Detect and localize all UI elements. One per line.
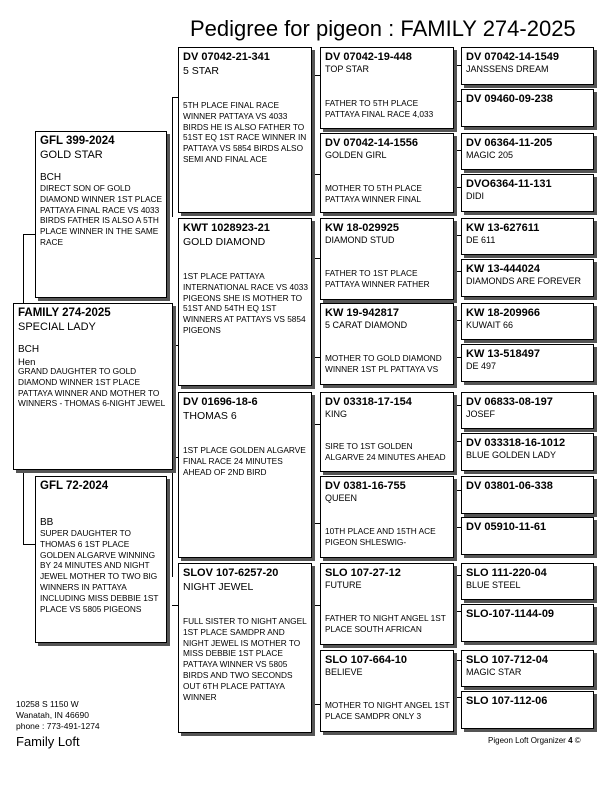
subject-id: FAMILY 274-2025 <box>18 307 111 319</box>
gen5-id: KW 13-518497 <box>466 348 540 360</box>
gen5-card[interactable] <box>461 218 594 255</box>
gen3-id: KWT 1028923-21 <box>183 222 270 234</box>
software-credit <box>488 736 581 745</box>
gen3-card[interactable] <box>178 563 312 733</box>
gen4-card[interactable] <box>320 392 454 472</box>
page-title: Pedigree for pigeon : FAMILY 274-2025 <box>190 16 576 41</box>
gen5-card[interactable] <box>461 650 594 687</box>
gen4-note: FATHER TO 1ST PLACE PATTAYA WINNER FATHER <box>325 268 430 289</box>
gen5-card[interactable] <box>461 476 594 514</box>
gen5-id: SLO-107-1144-09 <box>466 608 555 620</box>
gen5-id: SLO 107-712-04 <box>466 654 548 666</box>
gen4-name: GOLDEN GIRL <box>325 150 387 160</box>
sire-name: GOLD STAR <box>40 149 103 161</box>
subject-color: BCH <box>18 344 40 355</box>
gen4-name: BELIEVE <box>325 667 363 677</box>
gen5-card[interactable] <box>461 604 594 642</box>
gen4-id: DV 03318-17-154 <box>325 396 412 408</box>
gen3-name: GOLD DIAMOND <box>183 236 266 248</box>
gen5-card[interactable] <box>461 133 594 170</box>
gen4-card[interactable] <box>320 47 454 129</box>
gen4-card[interactable] <box>320 133 454 213</box>
sire-note: DIRECT SON OF GOLD DIAMOND WINNER 1ST PLACE PATTAYA FINAL RACE VS 4033 BIRDS FATHER IS ALSO A 5TH PLACE WINNER IN THE SAME RACE <box>40 183 163 247</box>
sire-color: BCH <box>40 172 62 183</box>
gen5-name: DE 497 <box>466 361 497 371</box>
gen5-id: DV 05910-11-61 <box>466 521 547 533</box>
gen5-id: DV 06364-11-205 <box>466 137 553 149</box>
gen5-card[interactable] <box>461 517 594 555</box>
gen4-id: KW 19-942817 <box>325 307 399 319</box>
software-name: Pigeon Loft Organizer <box>488 736 566 745</box>
gen5-name: MAGIC 205 <box>466 150 514 160</box>
gen4-card[interactable] <box>320 218 454 300</box>
gen5-card[interactable] <box>461 47 594 85</box>
gen4-name: FUTURE <box>325 580 362 590</box>
gen5-card[interactable] <box>461 392 594 429</box>
subject-sex: Hen <box>18 357 36 368</box>
gen4-card[interactable] <box>320 650 454 732</box>
gen4-note: MOTHER TO GOLD DIAMOND WINNER 1ST PL PATTAYA VS <box>325 353 442 374</box>
gen4-id: DV 0381-16-755 <box>325 480 406 492</box>
gen3-card[interactable] <box>178 218 312 386</box>
dam-id: GFL 72-2024 <box>40 480 109 492</box>
gen5-id: DV 033318-16-1012 <box>466 437 566 449</box>
gen4-name: KING <box>325 409 348 419</box>
gen4-name: DIAMOND STUD <box>325 235 395 245</box>
gen5-name: BLUE GOLDEN LADY <box>466 450 557 460</box>
gen5-name: DIAMONDS ARE FOREVER <box>466 276 582 286</box>
gen5-name: MAGIC STAR <box>466 667 522 677</box>
copyright-symbol: © <box>574 736 581 745</box>
gen5-id: SLO 111-220-04 <box>466 567 547 579</box>
gen4-name: 5 CARAT DIAMOND <box>325 320 408 330</box>
gen3-name: THOMAS 6 <box>183 410 237 422</box>
loft-name: Family Loft <box>16 734 80 749</box>
address-line-1: 10258 S 1150 W <box>16 699 79 709</box>
gen4-name: TOP STAR <box>325 64 370 74</box>
gen5-card[interactable] <box>461 691 594 729</box>
gen5-name: JANSSENS DREAM <box>466 64 549 74</box>
gen5-name: DE 611 <box>466 235 496 245</box>
gen5-id: DV 06833-08-197 <box>466 396 553 408</box>
gen3-note: FULL SISTER TO NIGHT ANGEL 1ST PLACE SAMDPR AND NIGHT JEWEL IS MOTHER TO MISS DEBBIE 1ST PLACE PATTAYA WINNER VS 5805 BIRDS AND TWO SECONDS OUT 6TH PLACE PATTAYA WINNER <box>183 616 307 702</box>
gen4-id: SLO 107-664-10 <box>325 654 407 666</box>
subject-card[interactable] <box>13 303 173 470</box>
gen4-note: MOTHER TO NIGHT ANGEL 1ST PLACE SAMDPR ONLY 3 <box>325 700 450 721</box>
gen4-name: QUEEN <box>325 493 358 503</box>
gen4-note: SIRE TO 1ST GOLDEN ALGARVE 24 MINUTES AHEAD <box>325 441 446 462</box>
gen4-id: KW 18-029925 <box>325 222 399 234</box>
gen5-id: DV 07042-14-1549 <box>466 51 559 63</box>
gen5-card[interactable] <box>461 563 594 600</box>
gen5-card[interactable] <box>461 344 594 382</box>
gen3-id: DV 01696-18-6 <box>183 396 258 408</box>
gen5-card[interactable] <box>461 303 594 340</box>
gen4-note: FATHER TO NIGHT ANGEL 1ST PLACE SOUTH AFRICAN <box>325 613 446 634</box>
gen4-id: DV 07042-19-448 <box>325 51 412 63</box>
gen5-id: KW 18-209966 <box>466 307 540 319</box>
gen3-name: 5 STAR <box>183 65 219 77</box>
gen3-id: DV 07042-21-341 <box>183 51 270 63</box>
gen3-note: 1ST PLACE PATTAYA INTERNATIONAL RACE VS 4033 PIGEONS SHE IS MOTHER TO 51ST AND 54TH EQ 1ST WINNERS AT PATTAYS VS 5854 PIGEONS <box>183 271 308 335</box>
address-block <box>16 699 100 732</box>
gen4-card[interactable] <box>320 563 454 645</box>
software-version: 4 <box>568 736 573 745</box>
gen5-name: DIDI <box>466 191 484 201</box>
gen5-id: DVO6364-11-131 <box>466 178 552 190</box>
gen3-card[interactable] <box>178 47 312 213</box>
gen5-id: KW 13-444024 <box>466 263 540 275</box>
sire-card[interactable] <box>35 131 167 298</box>
gen5-id: KW 13-627611 <box>466 222 540 234</box>
gen5-name: JOSEF <box>466 409 496 419</box>
dam-card[interactable] <box>35 476 167 643</box>
gen4-card[interactable] <box>320 476 454 558</box>
gen5-id: SLO 107-112-06 <box>466 695 548 707</box>
gen3-id: SLOV 107-6257-20 <box>183 567 279 579</box>
gen5-card[interactable] <box>461 89 594 127</box>
gen5-name: KUWAIT 66 <box>466 320 514 330</box>
gen5-id: DV 03801-06-338 <box>466 480 553 492</box>
address-line-2: Wanatah, IN 46690 <box>16 710 89 720</box>
dam-color: BB <box>40 517 54 528</box>
gen3-note: 5TH PLACE FINAL RACE WINNER PATTAYA VS 4033 BIRDS HE IS ALSO FATHER TO 51ST EQ 1ST RACE WINNER IN PATTAYA VS 5854 BIRDS ALSO SEMI AND FINAL ACE <box>183 100 307 164</box>
gen4-note: 10TH PLACE AND 15TH ACE PIGEON SHLESWIG- <box>325 526 436 547</box>
gen4-note: FATHER TO 5TH PLACE PATTAYA FINAL RACE 4,033 <box>325 98 434 119</box>
gen5-card[interactable] <box>461 174 594 212</box>
gen5-card[interactable] <box>461 259 594 297</box>
gen5-id: DV 09460-09-238 <box>466 93 553 105</box>
subject-name: SPECIAL LADY <box>18 321 96 333</box>
dam-note: SUPER DAUGHTER TO THOMAS 6 1ST PLACE GOLDEN ALGARVE WINNING BY 24 MINUTES AND NIGHT JEWEL MOTHER TO TWO BIG WINNERS IN PATTAYA INCLUDING MISS DEBBIE 1ST PLACE VS 5805 PIGEONS <box>40 528 159 614</box>
gen4-note: MOTHER TO 5TH PLACE PATTAYA WINNER FINAL <box>325 183 422 204</box>
gen5-name: BLUE STEEL <box>466 580 521 590</box>
phone: phone : 773-491-1274 <box>16 721 100 731</box>
gen3-name: NIGHT JEWEL <box>183 581 254 593</box>
gen4-id: SLO 107-27-12 <box>325 567 401 579</box>
gen3-card[interactable] <box>178 392 312 558</box>
subject-note: GRAND DAUGHTER TO GOLD DIAMOND WINNER 1ST PLACE PATTAYA WINNER AND MOTHER TO WINNERS - THOMAS 6-NIGHT JEWEL <box>18 366 166 409</box>
gen4-card[interactable] <box>320 303 454 385</box>
gen4-id: DV 07042-14-1556 <box>325 137 418 149</box>
gen3-note: 1ST PLACE GOLDEN ALGARVE FINAL RACE 24 MINUTES AHEAD OF 2ND BIRD <box>183 445 306 477</box>
sire-id: GFL 399-2024 <box>40 135 115 147</box>
gen5-card[interactable] <box>461 433 594 471</box>
